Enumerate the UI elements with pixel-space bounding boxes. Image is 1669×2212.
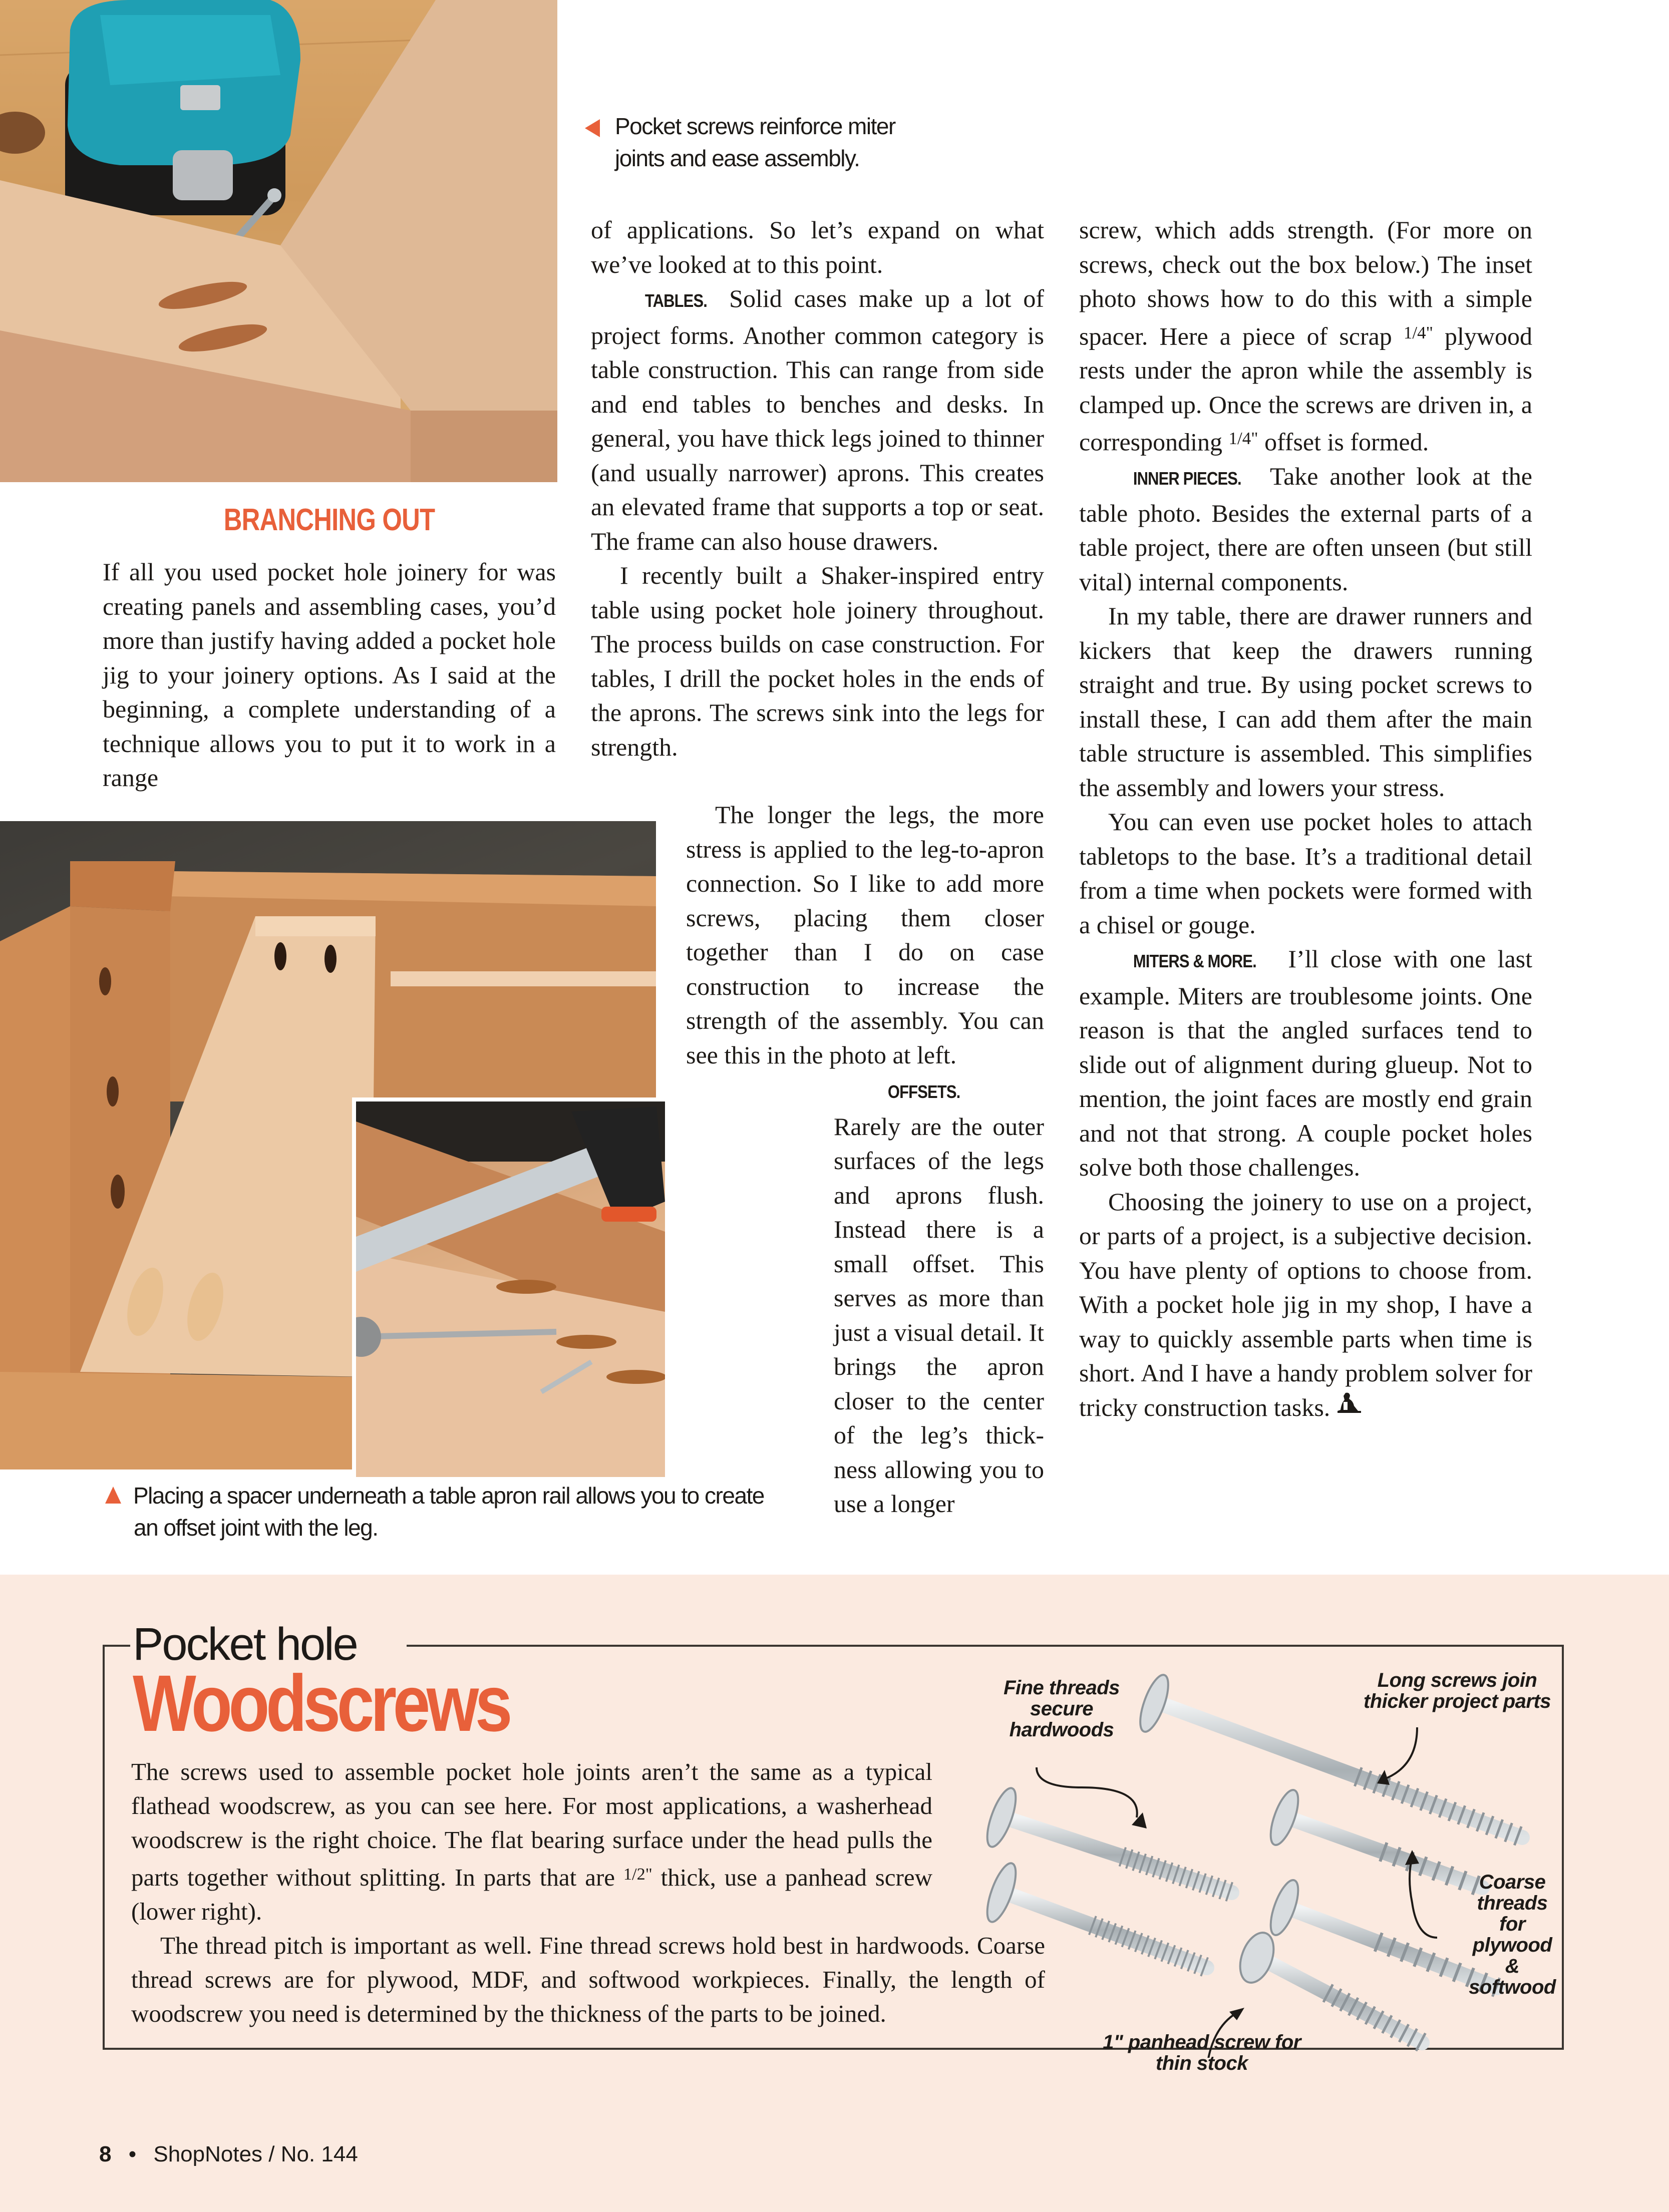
paragraph: If all you used pocket hole joinery for was creating panels and assembling cases, you’d more than justify having added a pocket hole jig to your joinery options. As I said at the beginning, a complete understanding of a technique allows you to put it to work in a range <box>103 558 556 792</box>
pocket-hole <box>274 942 286 970</box>
clamp-pad <box>601 1207 656 1222</box>
callout-coarse-threads: Coarse threads for plywood & softwood <box>1469 1871 1556 1998</box>
pocket-hole <box>111 1175 125 1209</box>
publication-name: ShopNotes / No. 144 <box>153 2142 358 2166</box>
callout-fine-threads: Fine threads secure hardwoods <box>1004 1677 1120 1741</box>
fraction: 1/2" <box>623 1865 652 1884</box>
clamp-inset-illustration <box>356 1101 665 1477</box>
run-in-heading: MITERS & MORE. <box>1133 951 1256 971</box>
page-footer <box>99 2142 358 2167</box>
paragraph-inner-pieces: INNER PIECES. Take another look at the table photo. Besides the external parts of a table project, there are often unseen (but still vital) internal components. <box>1079 462 1532 596</box>
paragraph: The screws used to assemble pocket hole joints aren’t the same as a typical flathead woodscrew, as you can see here. For most applications, a washerhead woodscrew is the right choice. The flat bearing surface under the head pulls the parts together without splitting. In parts that are $^{1/2"}$ thick, use a panhead screw (lower right). <box>131 1758 933 1925</box>
callout-arrowheads <box>1132 1770 1419 2020</box>
paragraph: In my table, there are drawer runners and kickers that keep the drawers running straight and true. By using pocket screws to install these, I can add them after the main table structure is assembled. This simplifies the assembly and lowers your stress. <box>1079 602 1532 802</box>
article-column-3 <box>1079 213 1532 1424</box>
sidebar-box-rule <box>407 1645 1562 1647</box>
paragraph: The thread pitch is important as well. Fine thread screws hold best in hardwoods. Coarse thread screws are for plywood, MDF, and softwood workpieces. Finally, the length of woodscrew you need is determined by the thickness of the parts to be joined. <box>131 1932 1045 2027</box>
article-column-2-middle <box>686 798 1044 1072</box>
sidebar-box-rule <box>103 1645 130 1647</box>
pocket-hole <box>606 1370 665 1384</box>
woodworker-end-mark-icon <box>1337 1392 1365 1418</box>
pocket-hole <box>496 1280 556 1294</box>
bench-dog-hole <box>0 112 45 154</box>
pocket-hole <box>556 1335 616 1349</box>
article-column-2-bottom <box>834 1072 1044 1521</box>
fine-thread-screw <box>981 1785 1232 1893</box>
pocket-hole <box>324 945 337 973</box>
miter-joint-photo <box>0 0 557 482</box>
fraction: 1/4" <box>1403 322 1433 342</box>
run-in-heading: OFFSETS. <box>887 1081 960 1102</box>
paragraph: I recently built a Shaker-inspired entry table using pocket hole joinery throughout. The process builds on case construction. For tables, I drill the pocket holes in the ends of the aprons. The screws sink into the legs for strength. <box>591 561 1044 761</box>
sidebar-headline: Woodscrews <box>133 1658 509 1748</box>
paragraph: You can even use pocket holes to attach tabletops to the base. It’s a traditional detail from a time when pockets were formed with a chisel or gouge. <box>1079 808 1532 939</box>
paragraph-miters: MITERS & MORE. I’ll close with one last example. Miters are troublesome joints. One reason is that the angled surfaces tend to slide out of alignment during glueup. Not to mention, the joint faces are mostly end grain and not that strong. A couple pocket holes solve both those challenges. <box>1079 945 1532 1181</box>
article-column-1 <box>103 555 556 795</box>
page-number: 8 <box>99 2142 112 2166</box>
run-in-heading: TABLES. <box>644 290 708 311</box>
caption-line: joints and ease assembly. <box>615 145 860 171</box>
paragraph-tables: TABLES. Solid cases make up a lot of project forms. Another common category is table construction. This can range from side and end tables to benches and desks. In general, you have thick legs joined to thinner (and usually narrower) aprons. This creates an elevated frame that supports a top or seat. The frame can also house drawers. <box>591 284 1044 555</box>
coarse-thread-screw <box>1265 1787 1482 1888</box>
paragraph-closing: Choosing the joinery to use on a project, or parts of a project, is a subjective decision. You have plenty of options to choose from. With a pocket hole jig in my shop, I have a way to quickly assemble parts when time is short. And I have a handy problem solver for tricky construction tasks. <box>1079 1187 1532 1421</box>
table-photo-caption: Placing a spacer underneath a table apron rail allows you to create an offset joint with the leg. <box>105 1480 831 1544</box>
drill-illustration <box>65 0 300 215</box>
callout-long-screws: Long screws join thicker project parts <box>1363 1669 1551 1712</box>
pocket-hole <box>99 967 111 995</box>
clamp-inset-photo <box>352 1097 665 1477</box>
up-triangle-icon <box>105 1487 121 1504</box>
section-heading: BRANCHING OUT <box>223 503 435 537</box>
fraction: 1/4" <box>1228 429 1258 449</box>
pocket-hole <box>107 1076 119 1107</box>
sidebar-body <box>131 1755 1063 2031</box>
footer-separator: • <box>128 2142 137 2166</box>
left-triangle-icon <box>585 119 600 137</box>
run-in-heading: INNER PIECES. <box>1133 468 1241 489</box>
paragraph: screw, which adds strength. (For more on screws, check out the box below.) The inset photo shows how to do this with a simple spacer. Here a piece of scrap $^{1/4"}$ plywood rests under the apron while the assembly is clamped up. Once the screws are driven in, a corresponding $^{1/4"}$ offset is formed. <box>1079 216 1533 456</box>
paragraph-offsets: OFFSETS. Rarely are the outer surfaces of the legs and aprons flush. Instead there is a small offset. This serves as more than just a visual detail. It brings the apron closer to the center of the leg’s thickness allowing you to use a longer <box>834 1072 1044 1521</box>
paragraph: The longer the legs, the more stress is applied to the leg-to-apron connection. So I like to add more screws, placing them closer together than I do on case construction to increase the strength of the assembly. You can see this in the photo at left. <box>686 801 1044 1069</box>
caption-line: Pocket screws reinforce miter <box>615 113 895 139</box>
callout-panhead: 1" panhead screw for thin stock <box>1103 2031 1301 2074</box>
article-column-2-top <box>591 213 1044 764</box>
sidebar-kicker: Pocket hole <box>133 1619 357 1670</box>
miter-joint-illustration <box>0 0 557 482</box>
paragraph: of applications. So let’s expand on what we’ve looked at to this point. <box>591 216 1044 278</box>
miter-photo-caption <box>585 110 935 174</box>
